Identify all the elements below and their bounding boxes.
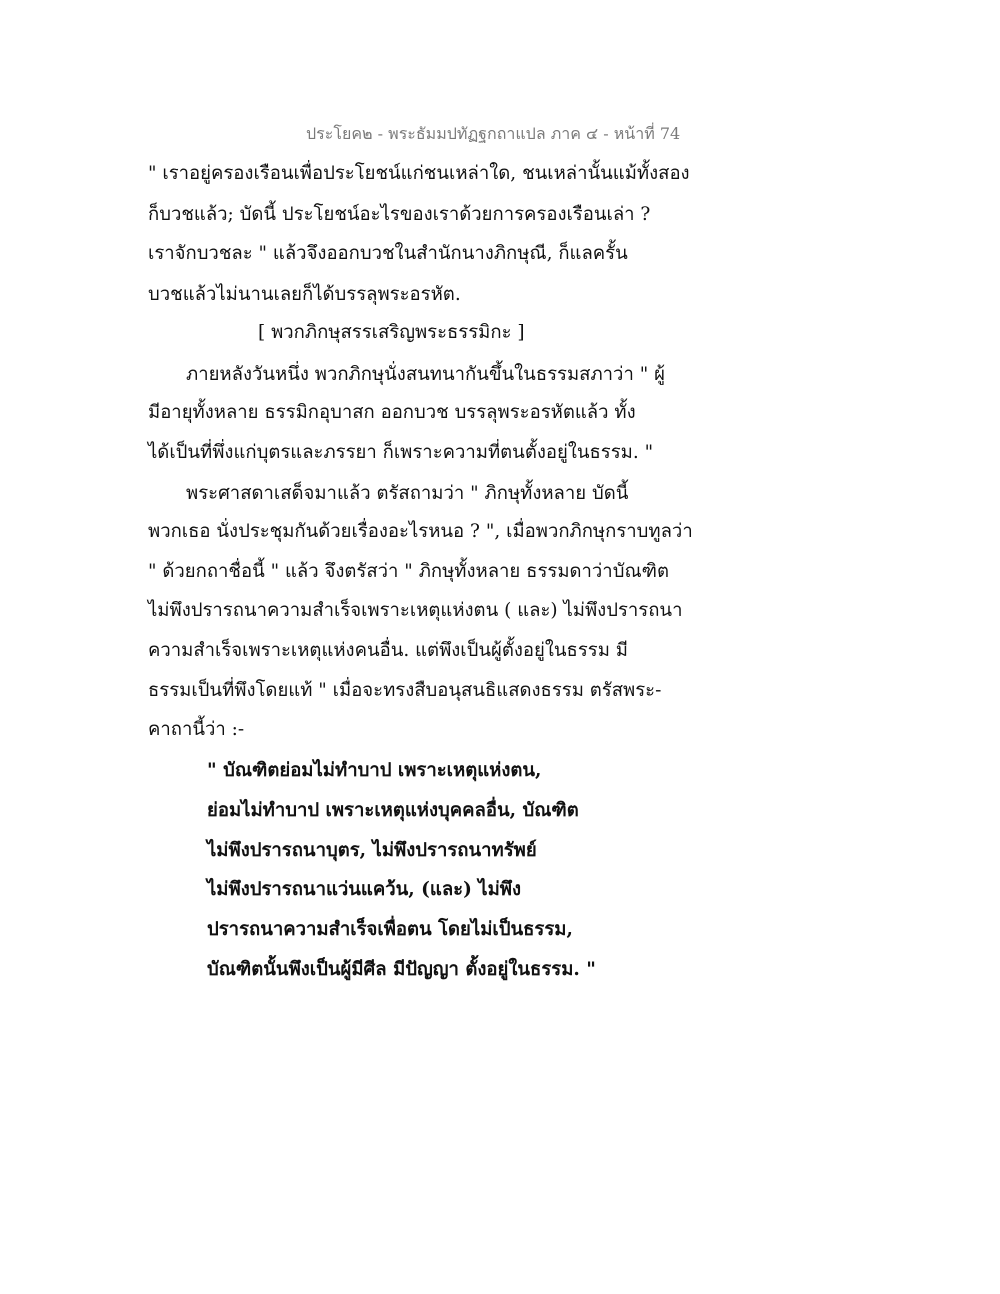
running-header: ประโยค๒ - พระธัมมปทัฏฐกถาแปล ภาค ๔ - หน้าที่ 74	[306, 124, 681, 143]
verse-line-6: บัณฑิตนั้นพึงเป็นผู้มีศีล มีปัญญา ตั้งอยู่ในธรรม. "	[207, 959, 596, 980]
paragraph-3-line-1: พระศาสดาเสด็จมาแล้ว ตรัสถามว่า " ภิกษุทั้งหลาย บัดนี้	[186, 483, 629, 504]
paragraph-2-line-2: มีอายุทั้งหลาย ธรรมิกอุบาสก ออกบวช บรรลุพระอรหัตแล้ว ทั้ง	[148, 402, 636, 423]
paragraph-2-line-1: ภายหลังวันหนึ่ง พวกภิกษุนั่งสนทนากันขึ้นในธรรมสภาว่า " ผู้	[186, 364, 665, 385]
paragraph-3-line-7: คาถานี้ว่า :-	[148, 719, 245, 740]
paragraph-1-line-3: เราจักบวชละ " แล้วจึงออกบวชในสำนักนางภิกษุณี, ก็แลครั้น	[148, 243, 628, 264]
paragraph-3-line-2: พวกเธอ นั่งประชุมกันด้วยเรื่องอะไรหนอ ? ", เมื่อพวกภิกษุกราบทูลว่า	[148, 521, 693, 542]
section-heading: [ พวกภิกษุสรรเสริญพระธรรมิกะ ]	[258, 322, 525, 343]
paragraph-3-line-3: " ด้วยกถาชื่อนี้ " แล้ว จึงตรัสว่า " ภิกษุทั้งหลาย ธรรมดาว่าบัณฑิต	[148, 561, 669, 582]
verse-line-1: " บัณฑิตย่อมไม่ทำบาป เพราะเหตุแห่งตน,	[207, 760, 542, 781]
paragraph-1-line-2: ก็บวชแล้ว; บัดนี้ ประโยชน์อะไรของเราด้วยการครองเรือนเล่า ?	[148, 204, 651, 225]
verse-line-2: ย่อมไม่ทำบาป เพราะเหตุแห่งบุคคลอื่น, บัณฑิต	[207, 800, 579, 821]
paragraph-1-line-4: บวชแล้วไม่นานเลยก็ได้บรรลุพระอรหัต.	[148, 284, 461, 305]
paragraph-2-line-3: ได้เป็นที่พึ่งแก่บุตรและภรรยา ก็เพราะความที่ตนตั้งอยู่ในธรรม. "	[148, 442, 654, 463]
verse-line-5: ปรารถนาความสำเร็จเพื่อตน โดยไม่เป็นธรรม,	[207, 919, 573, 940]
paragraph-3-line-6: ธรรมเป็นที่พึงโดยแท้ " เมื่อจะทรงสืบอนุสนธิแสดงธรรม ตรัสพระ-	[148, 680, 662, 701]
verse-line-4: ไม่พึงปรารถนาแว่นแคว้น, (และ) ไม่พึง	[207, 879, 522, 900]
paragraph-3-line-4: ไม่พึงปรารถนาความสำเร็จเพราะเหตุแห่งตน ( และ) ไม่พึงปรารถนา	[148, 600, 683, 621]
paragraph-1-line-1: " เราอยู่ครองเรือนเพื่อประโยชน์แก่ชนเหล่าใด, ชนเหล่านั้นแม้ทั้งสอง	[148, 163, 690, 184]
verse-line-3: ไม่พึงปรารถนาบุตร, ไม่พึงปรารถนาทรัพย์	[207, 840, 537, 861]
paragraph-3-line-5: ความสำเร็จเพราะเหตุแห่งคนอื่น. แต่พึงเป็นผู้ตั้งอยู่ในธรรม มี	[148, 640, 628, 661]
